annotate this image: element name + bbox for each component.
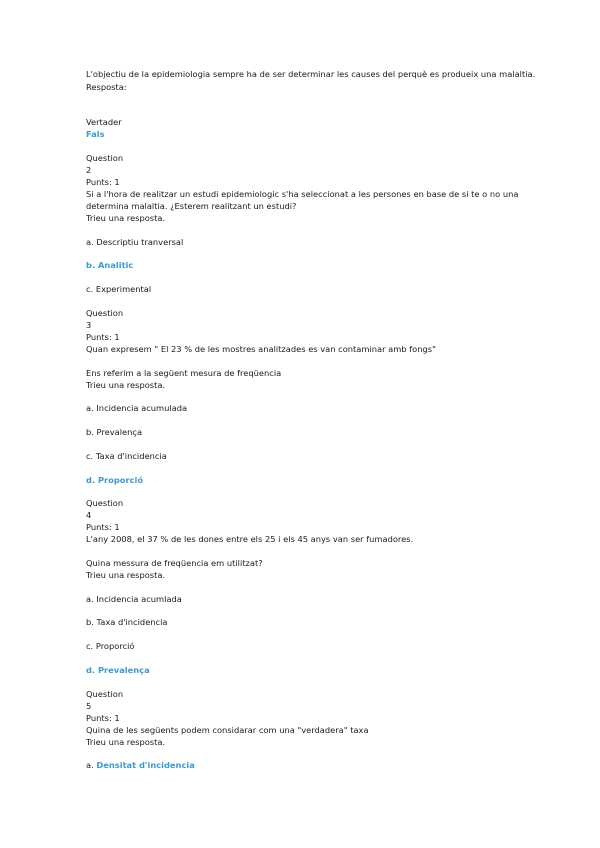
q4-text-line1: L'any 2008, el 37 % de les dones entre els 25 i els 45 anys van ser fumadores. [86, 534, 414, 544]
q4-text-line2: Quina messura de freqüencia em utilitzat? [86, 558, 263, 568]
q5-number: 5 [86, 701, 92, 711]
q4-option-d: d. Prevalença [86, 665, 150, 675]
intro-statement: L'objectiu de la epidemiologia sempre ha de ser determinar les causes del perquè es produeix una malaltia. [86, 69, 536, 79]
q2-text-line1: Si a l'hora de realitzar un estudi epidemiologic s'ha seleccionat a les persones en base de si te o no una [86, 189, 519, 199]
q4-label: Question [86, 498, 124, 508]
q3-option-c: c. Taxa d'incidencia [86, 451, 167, 461]
q2-prompt: Trieu una resposta. [86, 213, 166, 223]
q3-option-a: a. Incidencia acumulada [86, 403, 188, 413]
q2-option-b: b. Analitic [86, 260, 134, 270]
q4-points: Punts: 1 [86, 522, 120, 532]
q2-text-line2: determina malaltia. ¿Esterem realitzant un estudi? [86, 201, 297, 211]
q5-option-a-prefix: a. [86, 760, 94, 770]
q3-option-d: d. Proporció [86, 475, 144, 485]
q5-option-a [86, 760, 195, 771]
q4-option-a: a. Incidencia acumlada [86, 594, 182, 604]
q4-number: 4 [86, 510, 92, 520]
q5-text-line1: Quina de les següents podem considarar com una "verdadera" taxa [86, 725, 369, 735]
q2-number: 2 [86, 165, 92, 175]
q5-points: Punts: 1 [86, 713, 120, 723]
q3-text-line1: Quan expresem " El 23 % de les mostres analitzades es van contaminar amb fongs" [86, 344, 436, 354]
q4-option-b: b. Taxa d'incidencia [86, 617, 168, 627]
q3-number: 3 [86, 320, 92, 330]
q4-prompt: Trieu una resposta. [86, 570, 166, 580]
q2-label: Question [86, 153, 124, 163]
q2-points: Punts: 1 [86, 177, 120, 187]
q3-text-line2: Ens referim a la següent mesura de freqüencia [86, 368, 282, 378]
q5-prompt: Trieu una resposta. [86, 737, 166, 747]
q2-option-c: c. Experimental [86, 284, 152, 294]
answer-false: Fals [86, 129, 105, 139]
q2-option-a: a. Descriptiu tranversal [86, 237, 184, 247]
q3-label: Question [86, 308, 124, 318]
q5-label: Question [86, 689, 124, 699]
q5-option-a-text: Densitat d'incidencia [96, 760, 195, 770]
resposta-label: Resposta: [86, 82, 127, 92]
q4-option-c: c. Proporció [86, 641, 135, 651]
q3-prompt: Trieu una resposta. [86, 380, 166, 390]
q3-option-b: b. Prevalença [86, 427, 143, 437]
option-true: Vertader [86, 117, 122, 127]
q3-points: Punts: 1 [86, 332, 120, 342]
